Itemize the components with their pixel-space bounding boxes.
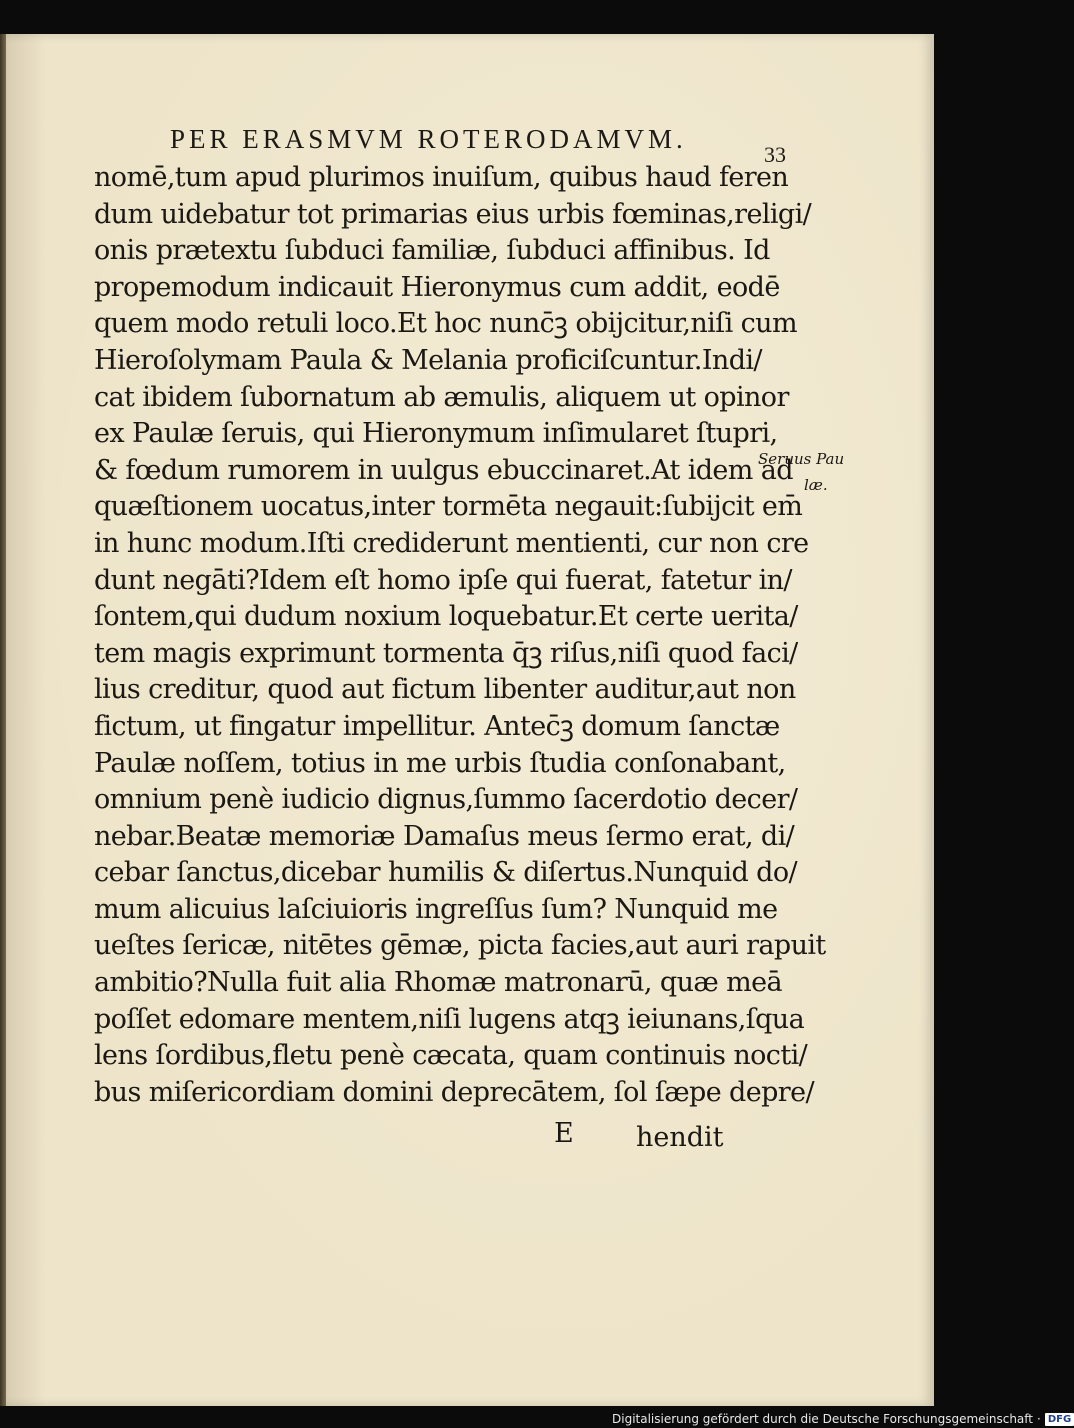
text-line: quæſtionem uocatus,inter tormēta negauit:ſubijcit em̄: [94, 491, 803, 523]
text-line: ſontem,qui dudum noxium loquebatur.Et certe uerita/: [94, 601, 798, 633]
running-head: PER ERASMVM ROTERODAMVM.: [170, 124, 687, 154]
text-line: & fœdum rumorem in uulgus ebuccinaret.At idem ad: [94, 454, 793, 486]
text-line: lens ſordibus,fletu penè cæcata, quam continuis nocti/: [94, 1040, 808, 1072]
text-line: lius creditur, quod aut fictum libenter auditur,aut non: [94, 674, 796, 706]
text-line: dum uidebatur tot primarias eius urbis fœminas,religi/: [94, 198, 812, 230]
catchword: hendit: [636, 1122, 724, 1153]
text-line: quem modo retuli loco.Et hoc nunc̄ꝫ obijcitur,niſi cum: [94, 308, 797, 340]
text-line: bus miſericordiam domini deprecātem, ſol ſæpe depre/: [94, 1076, 814, 1108]
text-line: ambitio?Nulla fuit alia Rhomæ matronarū, quæ meā: [94, 967, 783, 999]
marginal-note-line: Seruus Pau: [758, 450, 845, 468]
marginal-note-line: læ.: [804, 476, 828, 494]
text-line: poſſet edomare mentem,niſi lugens atqꝫ ieiunans,ſqua: [94, 1003, 805, 1035]
text-line: cat ibidem ſubornatum ab æmulis, aliquem ut opinor: [94, 381, 789, 413]
text-line: nomē,tum apud plurimos inuiſum, quibus haud feren: [94, 162, 789, 193]
folio-number: 33: [764, 142, 786, 167]
text-line: Paulæ noſſem, totius in me urbis ſtudia conſonabant,: [94, 747, 786, 779]
text-line: ex Paulæ ſeruis, qui Hieronymum inſimularet ſtupri,: [94, 418, 778, 450]
text-line: dunt negāti?Idem eſt homo ipſe qui fuerat, fatetur in/: [94, 564, 792, 596]
text-line: in hunc modum.Iſti crediderunt mentienti, cur non cre: [94, 527, 809, 559]
text-line: mum alicuius laſciuioris ingreſſus ſum? Nunquid me: [94, 893, 778, 925]
text-line: tem magis exprimunt tormenta q̄ꝫ riſus,niſi quod faci/: [94, 637, 798, 669]
text-line: Hieroſolymam Paula & Melania proficiſcuntur.Indi/: [94, 344, 762, 376]
signature-mark: E: [554, 1118, 574, 1149]
separator-dot: ·: [1037, 1412, 1041, 1426]
digitization-credit: [612, 1410, 1072, 1428]
page-foot: [94, 1118, 754, 1158]
text-line: onis prætextu ſubduci familiæ, ſubduci affinibus. Id: [94, 235, 770, 267]
text-line: fictum, ut fingatur impellitur. Antec̄ꝫ domum ſanctæ: [94, 710, 780, 742]
text-line: ueſtes ſericæ, nitētes gēmæ, picta facies,aut auri rapuit: [94, 930, 826, 962]
text-line: nebar.Beatæ memoriæ Damaſus meus ſermo erat, di/: [94, 820, 795, 852]
marginal-note: [758, 446, 878, 498]
text-line: propemodum indicauit Hieronymus cum addit, eodē: [94, 271, 780, 303]
credit-text: Digitalisierung gefördert durch die Deutsche Forschungsgemeinschaft: [612, 1412, 1034, 1426]
dfg-logo-icon: DFG: [1045, 1413, 1074, 1426]
text-line: cebar ſanctus,dicebar humilis & diſertus.Nunquid do/: [94, 857, 797, 889]
text-line: omnium penè iudicio dignus,ſummo ſacerdotio decer/: [94, 784, 798, 816]
